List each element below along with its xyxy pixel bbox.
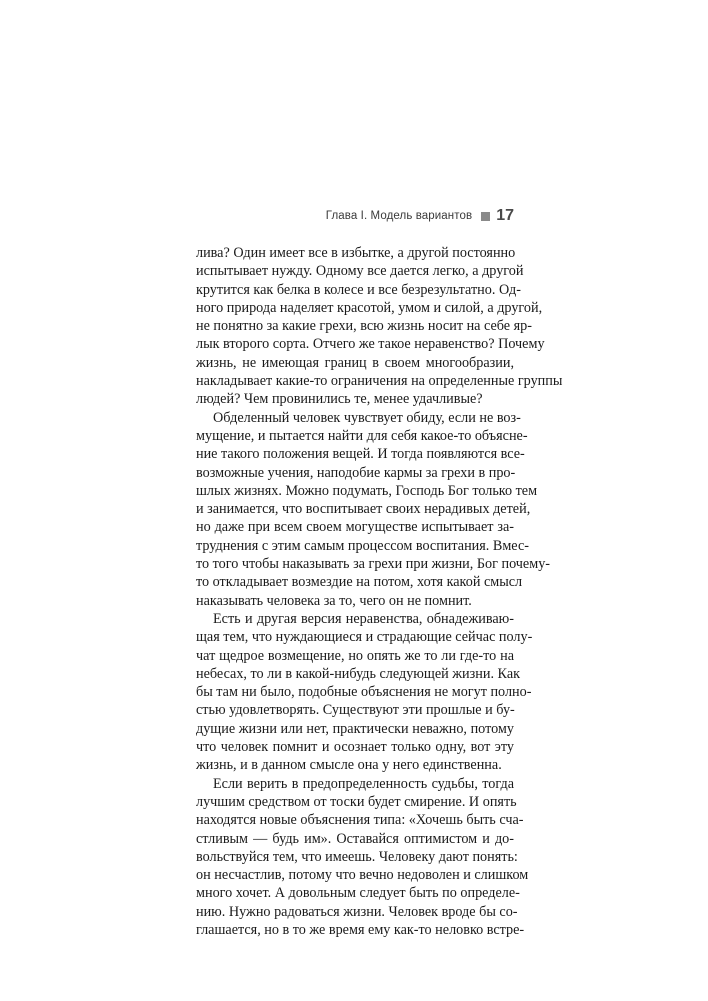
text-line: находятся новые объяснения типа: «Хочешь быть сча-: [196, 812, 524, 829]
text-line: ние такого положения вещей. И тогда появляются все-: [196, 446, 525, 463]
text-line: что человек помнит и осознает только одну, вот эту: [196, 739, 514, 756]
text-line: труднения с этим самым процессом воспитания. Вмес-: [196, 537, 529, 554]
text-line: жизнь, не имеющая границ в своем многообразии,: [196, 354, 514, 371]
text-line: вольствуйся тем, что имеешь. Человеку дают понять:: [196, 848, 518, 865]
text-line: накладывает какие-то ограничения на определенные группы: [196, 373, 563, 390]
chapter-title: Глава I. Модель вариантов: [325, 210, 473, 222]
body-text: [196, 244, 563, 939]
text-line: и занимается, что воспитывает своих нерадивых детей,: [196, 501, 531, 518]
text-line: щая тем, что нуждающиеся и страдающие сейчас полу-: [196, 629, 533, 646]
text-line: шлых жизнях. Можно подумать, Господь Бог только тем: [196, 482, 538, 499]
text-line: лучшим средством от тоски будет смирение. И опять: [196, 793, 517, 810]
text-line: он несчастлив, потому что вечно недоволен и слишком: [196, 867, 529, 884]
text-line: стливым — будь им». Оставайся оптимистом и до-: [196, 830, 514, 847]
text-line: возможные учения, наподобие кармы за грехи в про-: [196, 464, 516, 481]
text-line: Есть и другая версия неравенства, обнадеживаю-: [213, 610, 514, 627]
paragraph-3: [196, 610, 533, 775]
text-line: лива? Один имеет все в избытке, а другой постоянно: [196, 245, 516, 261]
text-line: то того чтобы наказывать за грехи при жизни, Бог почему-: [196, 556, 551, 573]
text-line: глашается, но в то же время ему как-то неловко встре-: [196, 921, 525, 938]
text-line: ного природа наделяет красотой, умом и силой, а другой,: [196, 299, 543, 316]
text-line: Если верить в предопределенность судьбы, тогда: [213, 775, 514, 792]
text-line: испытывает нужду. Одному все дается легко, а другой: [196, 263, 524, 280]
running-head: [196, 207, 514, 225]
text-line: стью удовлетворять. Существуют эти прошлые и бу-: [196, 702, 515, 719]
paragraph-4: [196, 775, 529, 940]
text-line: лык второго сорта. Отчего же такое неравенство? Почему: [196, 336, 545, 353]
header-square-marker: [481, 212, 490, 221]
paragraph-2: [196, 409, 551, 610]
text-line: то откладывает возмездие на потом, хотя какой смысл: [196, 574, 523, 591]
paragraph-1: [196, 244, 563, 409]
text-line: людей? Чем провинились те, менее удачливые?: [196, 391, 483, 408]
text-line: чат щедрое возмещение, но опять же то ли где-то на: [196, 647, 514, 664]
text-line: Обделенный человек чувствует обиду, если не воз-: [213, 409, 521, 426]
text-line: небесах, то ли в какой-нибудь следующей жизни. Как: [196, 665, 521, 682]
text-line: много хочет. А довольным следует быть по определе-: [196, 885, 520, 902]
text-line: не понятно за какие грехи, всю жизнь носит на себе яр-: [196, 318, 532, 335]
text-line: бы там ни было, подобные объяснения не могут полно-: [196, 684, 532, 701]
text-line: но даже при всем своем могуществе испытывает за-: [196, 519, 514, 536]
text-line: нию. Нужно радоваться жизни. Человек вроде бы со-: [196, 903, 518, 920]
text-line: жизнь, и в данном смысле она у него единственна.: [196, 757, 502, 774]
text-line: мущение, и пытается найти для себя какое-то объясне-: [196, 427, 528, 444]
text-line: наказывать человека за то, чего он не помнит.: [196, 592, 472, 609]
text-line: крутится как белка в колесе и все безрезультатно. Од-: [196, 281, 521, 298]
page-number: 17: [496, 207, 514, 224]
text-line: дущие жизни или нет, практически неважно, потому: [196, 720, 514, 737]
